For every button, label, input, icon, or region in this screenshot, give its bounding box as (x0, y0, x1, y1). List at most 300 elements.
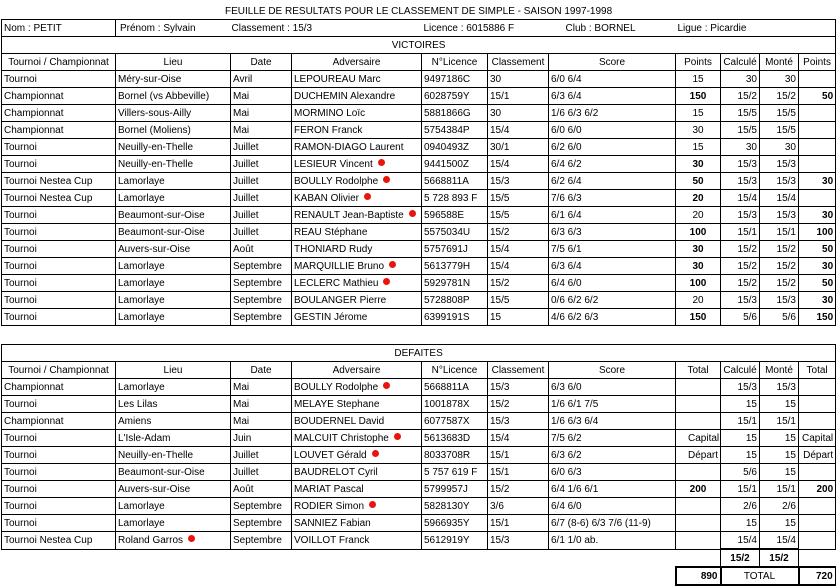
ranking-promoted (760, 258, 799, 275)
total-left: 890 (676, 567, 721, 585)
opponent-name-text: LECLERC Mathieu (294, 277, 379, 289)
opponent-license (422, 258, 488, 275)
total-counted (799, 464, 836, 481)
opponent-license (422, 498, 488, 515)
opponent-ranking (488, 464, 549, 481)
match-type (2, 464, 116, 481)
points-counted-text: 30 (822, 209, 834, 221)
match-points (676, 292, 721, 309)
opponent-license (422, 156, 488, 173)
match-location (116, 464, 231, 481)
table-row (2, 190, 836, 207)
match-points (676, 105, 721, 122)
match-type (2, 515, 116, 532)
match-date-text: Juillet (233, 226, 259, 238)
match-location-text: Lamorlaye (118, 175, 165, 187)
column-header: Points (676, 54, 721, 71)
match-score-text: 6/0 6/0 (551, 124, 582, 136)
ranking-calculated (721, 122, 760, 139)
match-location (116, 481, 231, 498)
match-type (2, 481, 116, 498)
player-league: Ligue : Picardie (676, 20, 836, 37)
table-row (2, 139, 836, 156)
red-dot-icon (383, 382, 390, 389)
opponent-license (422, 88, 488, 105)
match-type-text: Tournoi (4, 449, 37, 461)
match-score-text: 7/6 6/3 (551, 192, 582, 204)
points-counted-text: 50 (822, 243, 834, 255)
match-total (676, 379, 721, 396)
match-type-text: Tournoi (4, 260, 37, 272)
opponent-ranking-text: 30 (490, 73, 502, 85)
match-type (2, 173, 116, 190)
match-location (116, 71, 231, 88)
opponent-name (292, 413, 422, 430)
table-row (2, 258, 836, 275)
match-type (2, 71, 116, 88)
opponent-ranking-text: 15/2 (490, 226, 510, 238)
opponent-name-text: KABAN Olivier (294, 192, 360, 204)
ranking-promoted (760, 88, 799, 105)
opponent-name-text: THONIARD Rudy (294, 243, 373, 255)
opponent-name (292, 447, 422, 464)
match-total (676, 430, 721, 447)
match-date (231, 309, 292, 326)
ranking-calculated (721, 379, 760, 396)
match-type (2, 122, 116, 139)
match-score (549, 241, 676, 258)
opponent-ranking (488, 241, 549, 258)
match-date (231, 430, 292, 447)
opponent-name-text: GESTIN Jérome (294, 311, 368, 323)
match-total-text: Départ (688, 449, 719, 461)
points-counted-text: 30 (822, 175, 834, 187)
ranking-calculated-text: 15/2 (737, 90, 757, 102)
ranking-calculated (721, 224, 760, 241)
ranking-promoted (760, 309, 799, 326)
opponent-name-text: DUCHEMIN Alexandre (294, 90, 396, 102)
match-date-text: Juillet (233, 175, 259, 187)
match-score-text: 1/6 6/3 6/2 (551, 107, 599, 119)
opponent-license (422, 241, 488, 258)
match-location (116, 532, 231, 550)
ranking-calculated-text: 15/3 (737, 381, 757, 393)
column-header: Adversaire (292, 54, 422, 71)
ranking-calculated-text: 15/1 (737, 226, 757, 238)
match-date-text: Juillet (233, 141, 259, 153)
match-location (116, 447, 231, 464)
ranking-promoted (760, 207, 799, 224)
ranking-calculated-text: 15 (745, 398, 757, 410)
opponent-license (422, 396, 488, 413)
ranking-calculated-text: 15 (745, 449, 757, 461)
match-location (116, 258, 231, 275)
ranking-calculated (721, 498, 760, 515)
match-type-text: Tournoi (4, 294, 37, 306)
match-points-text: 20 (692, 192, 704, 204)
match-type-text: Tournoi (4, 226, 37, 238)
opponent-name (292, 224, 422, 241)
match-location-text: Lamorlaye (118, 192, 165, 204)
opponent-ranking (488, 430, 549, 447)
match-type (2, 309, 116, 326)
opponent-ranking-text: 15 (490, 311, 502, 323)
opponent-ranking (488, 498, 549, 515)
opponent-license-text: 5 728 893 F (424, 192, 478, 204)
opponent-name-text: BOULLY Rodolphe (294, 381, 379, 393)
opponent-name (292, 464, 422, 481)
match-points (676, 122, 721, 139)
match-date-text: Avril (233, 73, 253, 85)
ranking-promoted-text: 2/6 (782, 500, 796, 512)
opponent-name-text: MELAYE Stephane (294, 398, 380, 410)
opponent-name-text: MARQUILLIE Bruno (294, 260, 385, 272)
match-type (2, 292, 116, 309)
match-type-text: Tournoi (4, 432, 37, 444)
match-points (676, 207, 721, 224)
match-total-text: Capital (688, 432, 720, 444)
opponent-ranking-text: 15/2 (490, 277, 510, 289)
opponent-name-text: BAUDRELOT Cyril (294, 466, 378, 478)
match-location (116, 207, 231, 224)
defaites-title: DEFAITES (2, 345, 836, 362)
ranking-promoted (760, 241, 799, 258)
match-points (676, 190, 721, 207)
points-counted-text: 50 (822, 277, 834, 289)
opponent-name-text: BOUDERNEL David (294, 415, 385, 427)
opponent-license (422, 447, 488, 464)
ranking-promoted (760, 447, 799, 464)
match-score-text: 6/2 6/0 (551, 141, 582, 153)
opponent-license-text: 9497186C (424, 73, 471, 85)
ranking-promoted-text: 15/3 (776, 175, 796, 187)
ranking-promoted (760, 156, 799, 173)
points-counted-text: 30 (822, 294, 834, 306)
red-dot-icon (409, 210, 416, 217)
opponent-ranking (488, 292, 549, 309)
points-counted (799, 258, 836, 275)
table-row (2, 241, 836, 258)
match-location-text: Lamorlaye (118, 294, 165, 306)
red-dot-icon (364, 193, 371, 200)
opponent-license (422, 139, 488, 156)
opponent-name (292, 156, 422, 173)
match-date (231, 88, 292, 105)
match-type-text: Tournoi Nestea Cup (4, 175, 93, 187)
opponent-license-text: 5612919Y (424, 534, 470, 546)
match-date (231, 241, 292, 258)
opponent-name-text: MALCUIT Christophe (294, 432, 389, 444)
match-location-text: Auvers-sur-Oise (118, 243, 191, 255)
opponent-license (422, 224, 488, 241)
opponent-name (292, 241, 422, 258)
opponent-name-text: MORMINO Loïc (294, 107, 366, 119)
match-date (231, 498, 292, 515)
ranking-promoted-text: 15 (784, 432, 796, 444)
opponent-ranking (488, 156, 549, 173)
opponent-license (422, 464, 488, 481)
match-location-text: Beaumont-sur-Oise (118, 209, 205, 221)
total-counted (799, 532, 836, 550)
ranking-calculated (721, 481, 760, 498)
column-header: Monté (760, 54, 799, 71)
match-date (231, 207, 292, 224)
match-type (2, 275, 116, 292)
column-header: Classement (488, 362, 549, 379)
match-points (676, 309, 721, 326)
match-type-text: Tournoi (4, 466, 37, 478)
opponent-license-text: 0940493Z (424, 141, 470, 153)
match-type-text: Championnat (4, 107, 64, 119)
match-location (116, 224, 231, 241)
opponent-name (292, 292, 422, 309)
opponent-license-text: 9441500Z (424, 158, 470, 170)
opponent-license-text: 5613683D (424, 432, 471, 444)
opponent-license-text: 5754384P (424, 124, 470, 136)
opponent-ranking (488, 71, 549, 88)
match-total (676, 532, 721, 550)
match-location (116, 309, 231, 326)
opponent-ranking-text: 15/3 (490, 175, 510, 187)
match-score (549, 258, 676, 275)
ranking-promoted-text: 15/4 (776, 192, 796, 204)
ranking-calculated-text: 2/6 (743, 500, 757, 512)
opponent-license-text: 6028759Y (424, 90, 470, 102)
match-score-text: 6/1 1/0 ab. (551, 534, 599, 546)
opponent-name-text: VOILLOT Franck (294, 534, 370, 546)
match-score (549, 105, 676, 122)
table-row (2, 498, 836, 515)
ranking-promoted (760, 481, 799, 498)
opponent-license (422, 292, 488, 309)
ranking-promoted (760, 105, 799, 122)
table-row (2, 481, 836, 498)
opponent-license-text: 5881866G (424, 107, 471, 119)
match-location (116, 379, 231, 396)
match-date-text: Mai (233, 415, 250, 427)
match-date (231, 515, 292, 532)
opponent-name (292, 498, 422, 515)
ranking-calculated-text: 15/3 (737, 209, 757, 221)
match-type (2, 156, 116, 173)
column-header: N°Licence (422, 362, 488, 379)
match-location-text: Lamorlaye (118, 517, 165, 529)
match-points-text: 50 (692, 175, 704, 187)
opponent-name-text: LOUVET Gérald (294, 449, 367, 461)
opponent-ranking (488, 105, 549, 122)
opponent-ranking (488, 173, 549, 190)
match-points-text: 20 (692, 209, 704, 221)
match-points (676, 258, 721, 275)
opponent-license-text: 5828130Y (424, 500, 470, 512)
ranking-calculated-text: 15/3 (737, 175, 757, 187)
column-header: Calculé (721, 54, 760, 71)
opponent-ranking-text: 15/5 (490, 192, 510, 204)
ranking-calculated (721, 309, 760, 326)
red-dot-icon (383, 176, 390, 183)
match-score (549, 139, 676, 156)
opponent-license-text: 6077587X (424, 415, 470, 427)
match-total (676, 447, 721, 464)
column-header: Score (549, 362, 676, 379)
opponent-name (292, 122, 422, 139)
match-location-text: Lamorlaye (118, 260, 165, 272)
match-score-text: 6/4 6/0 (551, 277, 582, 289)
match-date-text: Juillet (233, 466, 259, 478)
match-points (676, 275, 721, 292)
opponent-ranking (488, 190, 549, 207)
summary-calc: 15/2 (721, 549, 760, 567)
ranking-promoted (760, 224, 799, 241)
match-total (676, 396, 721, 413)
match-location-text: Les Lilas (118, 398, 158, 410)
ranking-calculated (721, 71, 760, 88)
opponent-name (292, 481, 422, 498)
match-location (116, 413, 231, 430)
opponent-license (422, 207, 488, 224)
opponent-ranking (488, 309, 549, 326)
match-type-text: Tournoi (4, 158, 37, 170)
match-date-text: Mai (233, 90, 250, 102)
opponent-license-text: 5668811A (424, 381, 469, 393)
match-score-text: 6/7 (8-6) 6/3 7/6 (11-9) (551, 517, 651, 529)
opponent-license (422, 430, 488, 447)
ranking-promoted (760, 413, 799, 430)
match-date-text: Septembre (233, 517, 282, 529)
match-type (2, 105, 116, 122)
opponent-license-text: 6399191S (424, 311, 470, 323)
match-type-text: Tournoi (4, 500, 37, 512)
total-counted (799, 396, 836, 413)
column-header: Classement (488, 54, 549, 71)
match-points-text: 150 (689, 311, 707, 323)
opponent-license-text: 5728808P (424, 294, 470, 306)
match-date-text: Mai (233, 381, 250, 393)
player-club: Club : BORNEL (549, 20, 676, 37)
opponent-license (422, 71, 488, 88)
ranking-calculated-text: 15/2 (737, 260, 757, 272)
match-score (549, 173, 676, 190)
opponent-license-text: 5613779H (424, 260, 471, 272)
opponent-license (422, 105, 488, 122)
match-date-text: Mai (233, 124, 250, 136)
total-right: 720 (799, 567, 836, 585)
ranking-calculated (721, 207, 760, 224)
ranking-promoted (760, 396, 799, 413)
opponent-name-text: BOULLY Rodolphe (294, 175, 379, 187)
match-type (2, 413, 116, 430)
opponent-ranking-text: 3/6 (490, 500, 504, 512)
match-type (2, 190, 116, 207)
match-date-text: Juillet (233, 192, 259, 204)
table-row (2, 275, 836, 292)
match-type (2, 258, 116, 275)
ranking-promoted-text: 15 (784, 398, 796, 410)
opponent-ranking-text: 15/4 (490, 432, 510, 444)
ranking-promoted (760, 71, 799, 88)
ranking-promoted-text: 15/2 (776, 260, 796, 272)
opponent-name (292, 532, 422, 550)
match-total (676, 464, 721, 481)
ranking-promoted (760, 430, 799, 447)
ranking-promoted-text: 15/2 (776, 90, 796, 102)
match-score-text: 6/2 6/4 (551, 175, 582, 187)
table-row (2, 464, 836, 481)
ranking-calculated-text: 15 (745, 432, 757, 444)
table-row (2, 379, 836, 396)
points-counted (799, 71, 836, 88)
match-location (116, 241, 231, 258)
match-score (549, 532, 676, 550)
match-type-text: Tournoi (4, 209, 37, 221)
match-points-text: 15 (692, 73, 704, 85)
match-type-text: Championnat (4, 381, 64, 393)
column-header: Lieu (116, 362, 231, 379)
red-dot-icon (389, 261, 396, 268)
match-score-text: 6/0 6/3 (551, 466, 582, 478)
match-score-text: 6/1 6/4 (551, 209, 582, 221)
match-date-text: Juillet (233, 449, 259, 461)
opponent-ranking (488, 379, 549, 396)
table-row (2, 122, 836, 139)
ranking-calculated (721, 447, 760, 464)
ranking-calculated (721, 396, 760, 413)
ranking-promoted-text: 15/3 (776, 294, 796, 306)
ranking-calculated-text: 15/3 (737, 294, 757, 306)
opponent-ranking-text: 15/1 (490, 90, 510, 102)
match-type (2, 396, 116, 413)
match-points-text: 30 (692, 124, 704, 136)
match-score (549, 224, 676, 241)
opponent-ranking-text: 15/3 (490, 381, 510, 393)
match-location (116, 515, 231, 532)
match-points-text: 20 (692, 294, 704, 306)
match-type-text: Tournoi (4, 517, 37, 529)
ranking-promoted (760, 498, 799, 515)
player-name: Nom : PETIT (2, 20, 116, 37)
red-dot-icon (378, 159, 385, 166)
match-total (676, 515, 721, 532)
match-date-text: Juillet (233, 158, 259, 170)
sheet-title: FEUILLE DE RESULTATS POUR LE CLASSEMENT DE SIMPLE - SAISON 1997-1998 (224, 5, 613, 17)
match-score-text: 6/3 6/0 (551, 381, 582, 393)
match-total-text: 200 (689, 483, 707, 495)
opponent-ranking (488, 481, 549, 498)
opponent-ranking (488, 88, 549, 105)
ranking-calculated (721, 430, 760, 447)
opponent-license-text: 5966935Y (424, 517, 470, 529)
opponent-ranking (488, 258, 549, 275)
opponent-license (422, 481, 488, 498)
ranking-calculated (721, 241, 760, 258)
ranking-promoted (760, 275, 799, 292)
points-counted (799, 88, 836, 105)
ranking-calculated (721, 190, 760, 207)
points-counted (799, 173, 836, 190)
match-score (549, 156, 676, 173)
match-location (116, 122, 231, 139)
ranking-calculated (721, 258, 760, 275)
match-score (549, 292, 676, 309)
opponent-ranking-text: 15/1 (490, 517, 510, 529)
opponent-name (292, 430, 422, 447)
match-date-text: Juillet (233, 209, 259, 221)
match-date-text: Août (233, 243, 254, 255)
column-header: Date (231, 54, 292, 71)
ranking-calculated-text: 15 (745, 517, 757, 529)
match-date-text: Mai (233, 107, 250, 119)
column-header: Points (799, 54, 836, 71)
